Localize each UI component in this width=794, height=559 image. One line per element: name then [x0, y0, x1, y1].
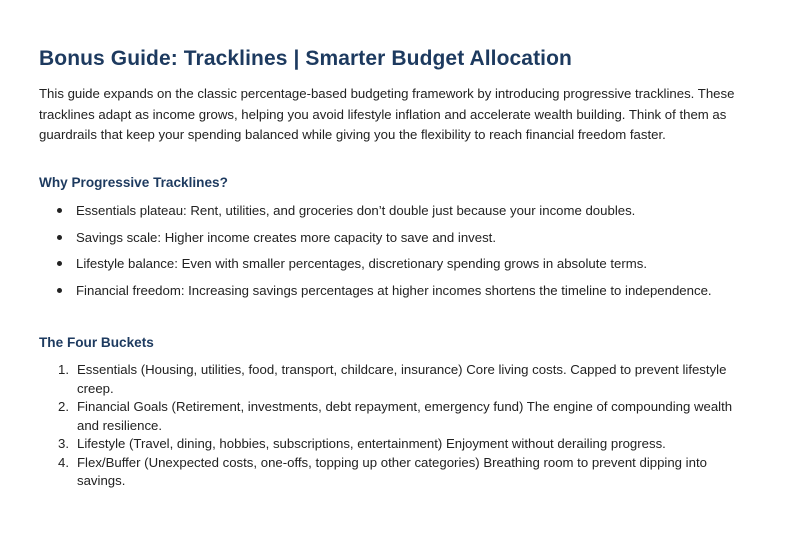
- list-item-text: Essentials (Housing, utilities, food, transport, childcare, insurance) Core living costs. Capped to prevent lifestyle creep.: [77, 362, 727, 396]
- list-item-text: Financial Goals (Retirement, investments, debt repayment, emergency fund) The engine of compounding wealth and resilience.: [77, 399, 733, 433]
- list-item-number: 3.: [58, 436, 69, 451]
- list-item-text: Financial freedom: Increasing savings percentages at higher incomes shortens the timeline to independence.: [76, 282, 712, 298]
- bullet-icon: [57, 288, 62, 293]
- list-item: [39, 255, 779, 282]
- list-item: [58, 454, 748, 491]
- list-item-number: 1.: [58, 362, 69, 377]
- list-item-number: 2.: [58, 399, 69, 414]
- four-buckets-list: [58, 361, 748, 491]
- intro-paragraph: This guide expands on the classic percentage-based budgeting framework by introducing progressive tracklines. These tracklines adapt as income grows, helping you avoid lifestyle inflation and accelerate wealth building. Think of them as guardrails that keep your spending balanced while giving you the flexibility to reach financial freedom faster.: [39, 86, 735, 142]
- list-item: [58, 435, 748, 454]
- why-tracklines-list: [39, 202, 779, 308]
- four-buckets-heading: The Four Buckets: [39, 335, 154, 350]
- list-item-number: 4.: [58, 454, 69, 470]
- list-item-text: Lifestyle balance: Even with smaller percentages, discretionary spending grows in absolute terms.: [76, 256, 648, 271]
- list-item-text: Flex/Buffer (Unexpected costs, one-offs, topping up other categories) Breathing room to prevent dipping into savings.: [77, 454, 707, 488]
- list-item-text: Lifestyle (Travel, dining, hobbies, subscriptions, entertainment) Enjoyment without derailing progress.: [77, 436, 666, 451]
- list-item: [39, 229, 779, 256]
- bullet-icon: [57, 261, 62, 266]
- list-item: [39, 202, 779, 229]
- list-item-text: Savings scale: Higher income creates more capacity to save and invest.: [76, 229, 497, 245]
- list-item: [58, 361, 748, 398]
- bullet-icon: [57, 208, 62, 213]
- list-item: [58, 398, 748, 435]
- page-title: Bonus Guide: Tracklines | Smarter Budget Allocation: [39, 47, 572, 70]
- list-item-text: Essentials plateau: Rent, utilities, and groceries don’t double just because your income doubles.: [76, 203, 636, 218]
- bullet-icon: [57, 235, 62, 240]
- list-item: [39, 282, 779, 309]
- why-tracklines-heading: Why Progressive Tracklines?: [39, 175, 228, 190]
